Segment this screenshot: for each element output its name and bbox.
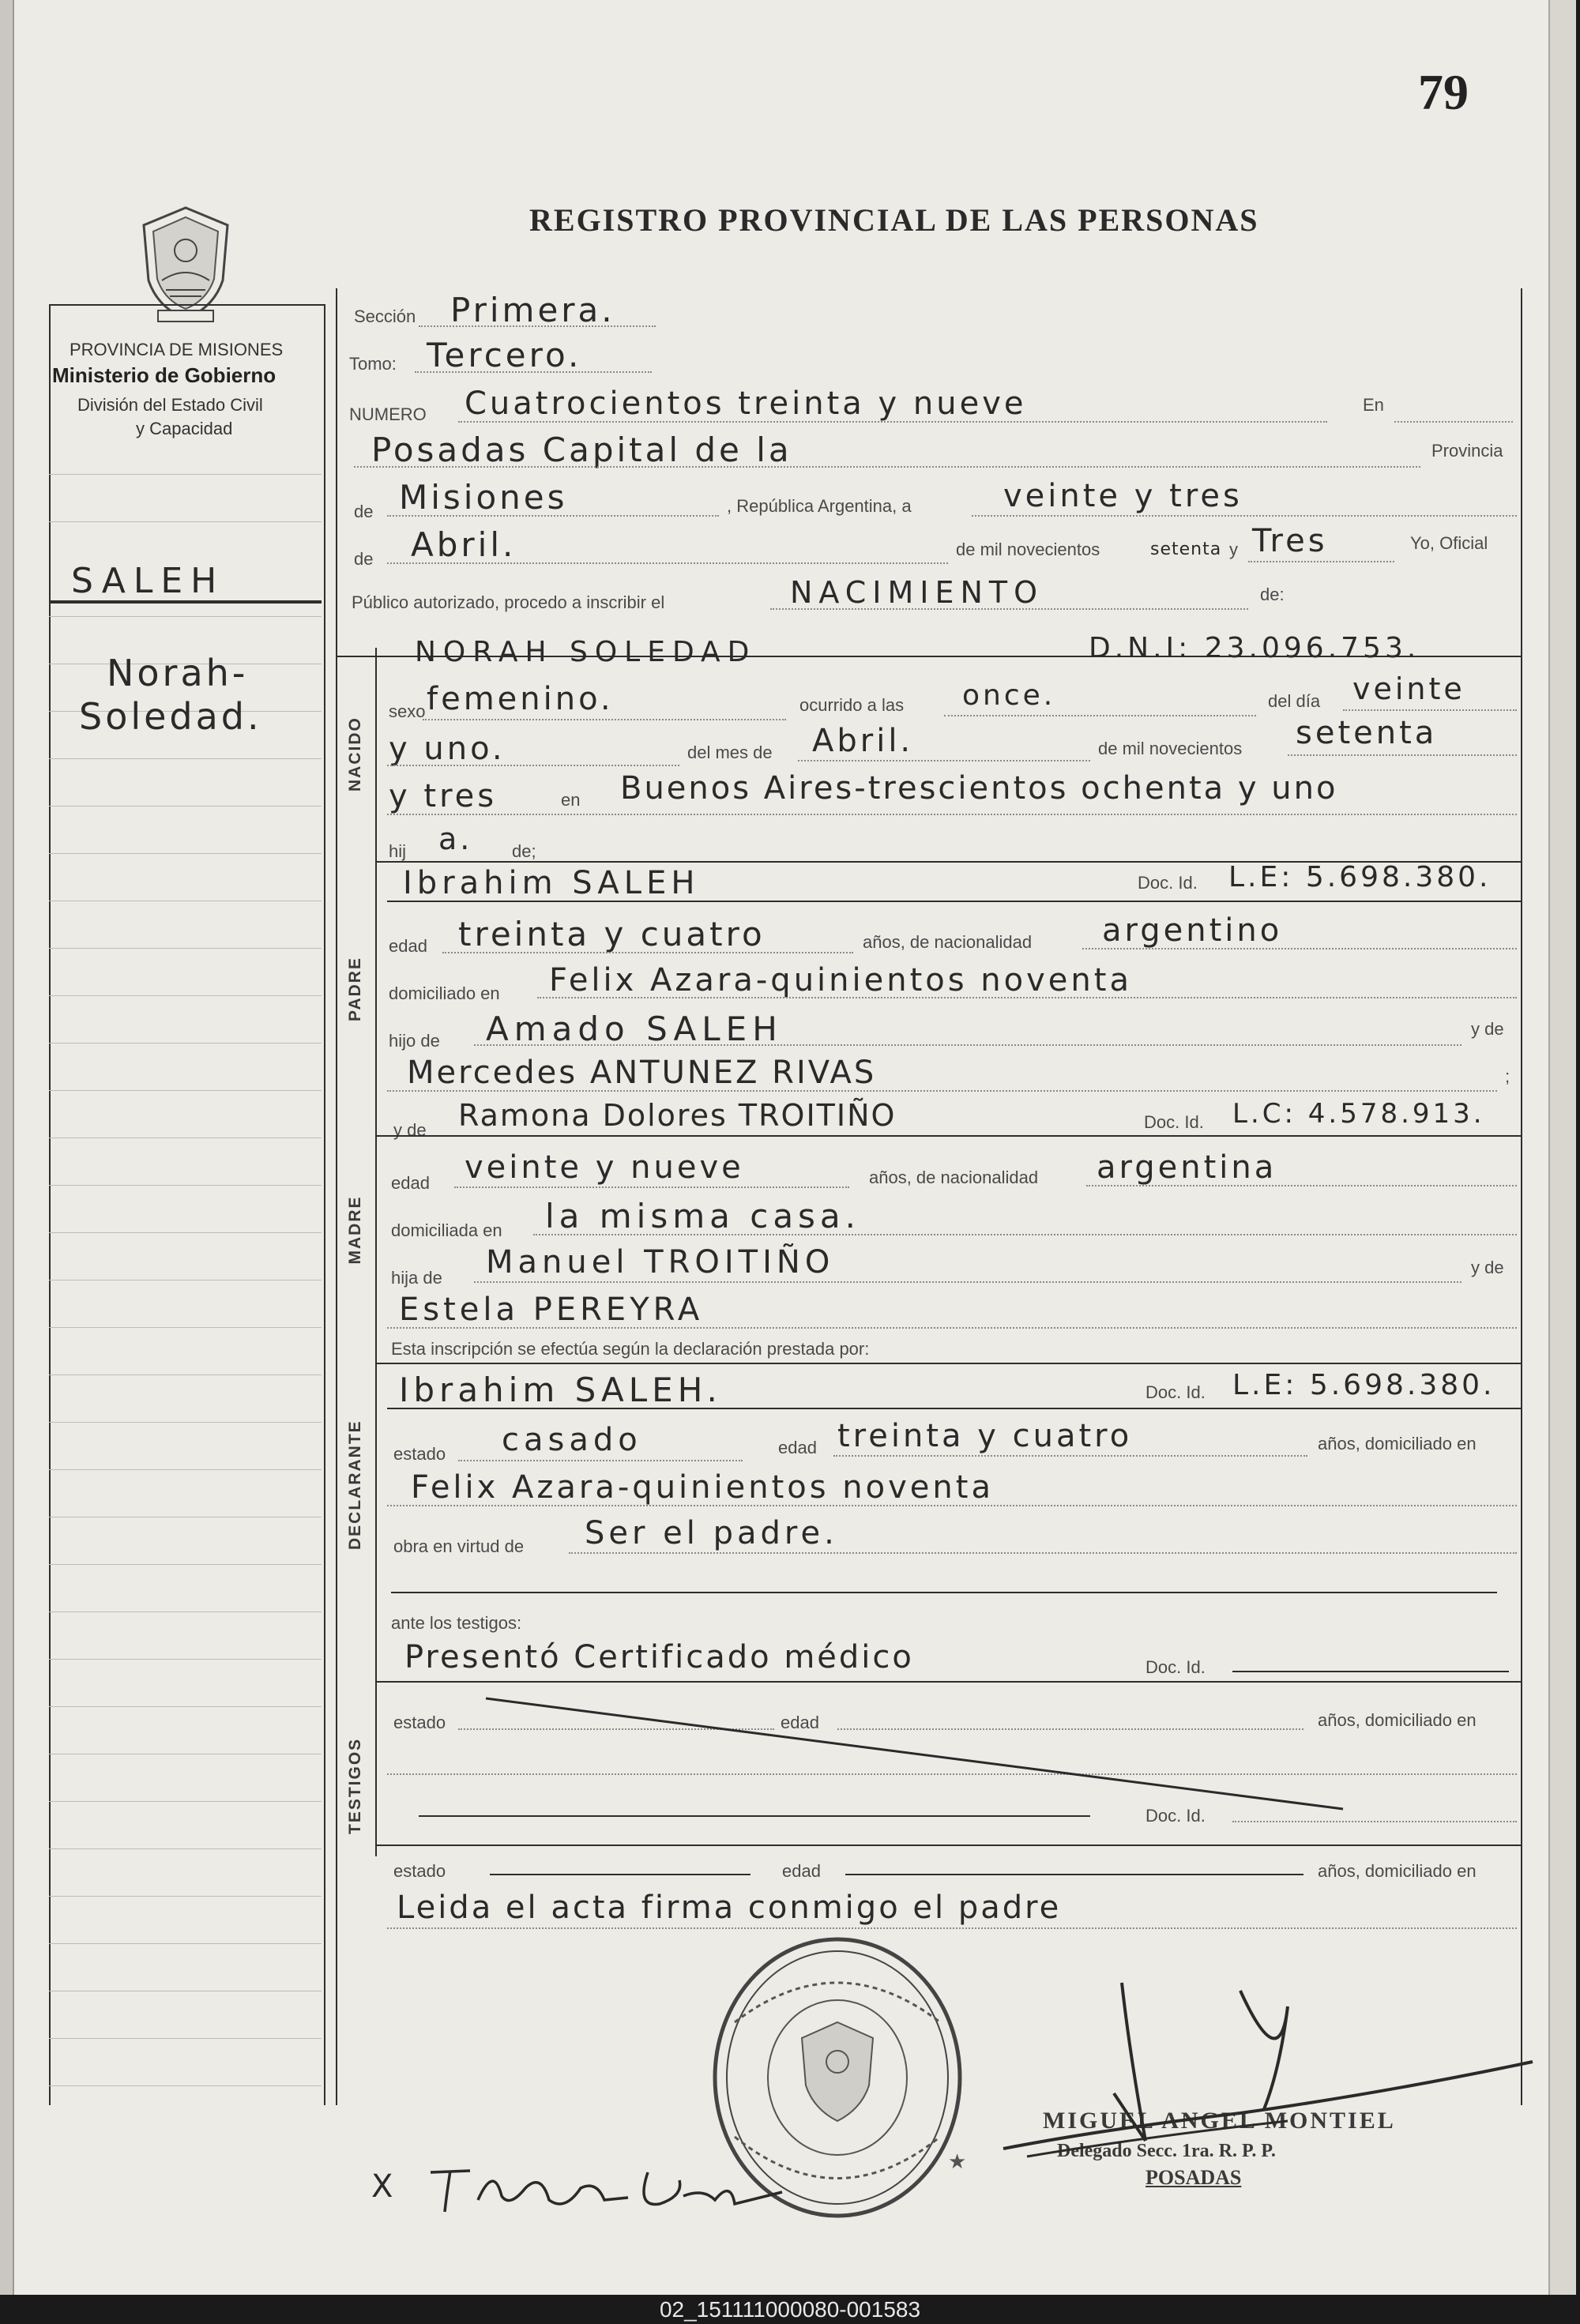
label-y-de-madre-2: y de [1471, 1258, 1504, 1277]
field-declarante-nombre: Ibrahim SALEH. [399, 1371, 722, 1409]
label-numero: NUMERO [349, 404, 427, 424]
field-anio-nac-2: y tres [389, 778, 498, 814]
field-abuela-materna: Estela PEREYRA [399, 1292, 704, 1328]
label-anos-dom-declarante: años, domiciliado en [1318, 1434, 1477, 1453]
label-publico: Público autorizado, procedo a inscribir el [352, 592, 665, 612]
label-doc-testigo-1: Doc. Id. [1146, 1657, 1206, 1677]
field-padre-edad: treinta y cuatro [458, 915, 766, 953]
sidebar-surname: SALEH [71, 561, 225, 601]
label-inscripcion: Esta inscripción se efectúa según la declaración prestada por: [391, 1339, 870, 1359]
field-declarante-estado: casado [502, 1422, 642, 1458]
section-label-madre: MADRE [346, 1195, 364, 1265]
field-dia-nac-2: y uno. [389, 731, 506, 767]
field-madre-edad: veinte y nueve [465, 1149, 744, 1186]
field-acto: NACIMIENTO [790, 575, 1044, 610]
official-stamp-name: MIGUEL ANGEL MONTIEL [1043, 2108, 1396, 2134]
page-title: REGISTRO PROVINCIAL DE LAS PERSONAS [529, 202, 1259, 238]
label-en: En [1363, 395, 1384, 415]
org-province: PROVINCIA DE MISIONES [70, 340, 284, 359]
field-hora: once. [962, 679, 1056, 712]
label-edad-madre: edad [391, 1173, 430, 1193]
label-doc-testigo-2: Doc. Id. [1146, 1806, 1206, 1826]
field-dni: D.N.I: 23.096.753. [1089, 632, 1420, 664]
page-number: 79 [1418, 64, 1469, 120]
field-cierre: Leida el acta firma conmigo el padre [397, 1890, 1062, 1926]
sidebar-given-name-2: Soledad. [79, 695, 262, 738]
label-del-mes: del mes de [687, 743, 773, 762]
field-mes-nac: Abril. [812, 723, 914, 759]
label-domicilio-padre: domiciliado en [389, 983, 500, 1003]
label-sexo: sexo [389, 701, 426, 721]
label-de-mes: de [354, 549, 374, 569]
label-republica: , República Argentina, a [727, 496, 912, 516]
field-sexo: femenino. [427, 681, 614, 717]
file-caption: 02_151111000080-001583 [0, 2295, 1580, 2324]
field-hij-suffix: a. [438, 822, 473, 856]
section-label-padre: PADRE [346, 957, 364, 1021]
section-label-declarante: DECLARANTE [346, 1420, 364, 1550]
label-estado-testigo-2: estado [393, 1861, 446, 1881]
field-madre-nombre: Ramona Dolores TROITIÑO [458, 1098, 897, 1133]
field-madre-nacionalidad: argentina [1097, 1149, 1277, 1186]
field-anio-nac-1: setenta [1296, 715, 1438, 751]
section-label-testigos: TESTIGOS [346, 1737, 364, 1834]
label-nac-padre: años, de nacionalidad [863, 932, 1033, 952]
section-label-nacido: NACIDO [346, 716, 364, 792]
label-edad-testigo-2: edad [782, 1861, 821, 1881]
field-anio-unidad: Tres [1252, 523, 1328, 559]
label-de-mil-nac: de mil novecientos [1098, 739, 1243, 758]
signature-x-mark: X [371, 2168, 393, 2205]
label-en-lugar: en [561, 790, 581, 810]
label-hij: hij [389, 841, 407, 861]
field-padre-nacionalidad: argentino [1102, 912, 1283, 949]
official-stamp-title: Delegado Secc. 1ra. R. P. P. [1057, 2141, 1276, 2161]
org-capacity: y Capacidad [136, 419, 233, 438]
svg-text:★: ★ [948, 2150, 967, 2174]
field-abuelo-materno: Manuel TROITIÑO [486, 1244, 835, 1280]
field-lugar-nac: Buenos Aires-trescientos ochenta y uno [620, 770, 1338, 807]
field-padre-nombre: Ibrahim SALEH [403, 865, 700, 901]
official-signature [908, 1959, 1540, 2196]
official-stamp-city: POSADAS [1146, 2166, 1242, 2189]
label-y-de-padre: y de [1471, 1019, 1504, 1039]
field-abuela-paterna: Mercedes ANTUNEZ RIVAS [407, 1055, 877, 1091]
label-doc-padre: Doc. Id. [1138, 873, 1198, 893]
label-estado-declarante: estado [393, 1444, 446, 1464]
label-de-hij: de; [512, 841, 536, 861]
org-division: División del Estado Civil [77, 395, 263, 415]
label-y-anio: y [1229, 540, 1238, 559]
field-declarante-doc: L.E: 5.698.380. [1232, 1369, 1495, 1401]
label-doc-madre: Doc. Id. [1144, 1112, 1204, 1132]
field-anio-decena: setenta [1150, 540, 1222, 559]
label-edad-testigo-1: edad [781, 1713, 819, 1732]
label-seccion: Sección [354, 306, 416, 326]
label-de-mil: de mil novecientos [956, 540, 1100, 559]
declarant-signature [423, 2149, 794, 2220]
field-provincia: Misiones [399, 478, 568, 517]
label-hijo-de: hijo de [389, 1031, 440, 1051]
label-anos-dom-testigo-1: años, domiciliado en [1318, 1710, 1477, 1730]
label-de-colon: de: [1260, 585, 1285, 604]
field-madre-domicilio: la misma casa. [545, 1197, 861, 1235]
org-ministry: Ministerio de Gobierno [52, 363, 276, 387]
label-edad-padre: edad [389, 936, 427, 956]
label-yo-oficial: Yo, Oficial [1410, 533, 1488, 553]
field-madre-doc: L.C: 4.578.913. [1232, 1098, 1485, 1130]
field-declarante-edad: treinta y cuatro [837, 1418, 1133, 1454]
field-mes-inscripcion: Abril. [411, 525, 517, 564]
field-dia-nac-1: veinte [1352, 671, 1465, 706]
label-ocurrido: ocurrido a las [799, 695, 905, 715]
label-ante: ante los testigos: [391, 1613, 522, 1633]
label-tomo: Tomo: [349, 354, 397, 374]
label-de-provincia: de [354, 502, 374, 521]
label-domicilio-madre: domiciliada en [391, 1220, 502, 1240]
field-nombre-nacido: NORAH SOLEDAD [415, 636, 757, 668]
label-edad-declarante: edad [778, 1438, 817, 1457]
field-declarante-virtud: Ser el padre. [585, 1515, 838, 1551]
field-testigo-nota: Presentó Certificado médico [404, 1639, 914, 1675]
label-del-dia: del día [1268, 691, 1321, 711]
label-nac-madre: años, de nacionalidad [869, 1168, 1039, 1187]
label-doc-declarante: Doc. Id. [1146, 1382, 1206, 1402]
field-dia-inscripcion: veinte y tres [1003, 478, 1243, 514]
field-tomo: Tercero. [427, 336, 582, 374]
field-declarante-domicilio: Felix Azara-quinientos noventa [411, 1469, 994, 1506]
label-provincia: Provincia [1431, 441, 1503, 461]
label-hija-de: hija de [391, 1268, 442, 1288]
field-seccion: Primera. [450, 291, 615, 329]
field-numero: Cuatrocientos treinta y nueve [465, 385, 1027, 422]
field-abuelo-paterno: Amado SALEH [486, 1010, 783, 1048]
label-anos-dom-testigo-2: años, domiciliado en [1318, 1861, 1477, 1881]
label-y-de-madre: y de [393, 1120, 427, 1140]
field-padre-doc: L.E: 5.698.380. [1228, 861, 1492, 893]
label-obra: obra en virtud de [393, 1536, 525, 1556]
sidebar-given-name-1: Norah- [107, 652, 249, 694]
field-padre-domicilio: Felix Azara-quinientos noventa [549, 962, 1132, 998]
label-semicolon-padre: ; [1505, 1066, 1510, 1086]
label-estado-testigo-1: estado [393, 1713, 446, 1732]
field-ciudad: Posadas Capital de la [371, 431, 792, 469]
